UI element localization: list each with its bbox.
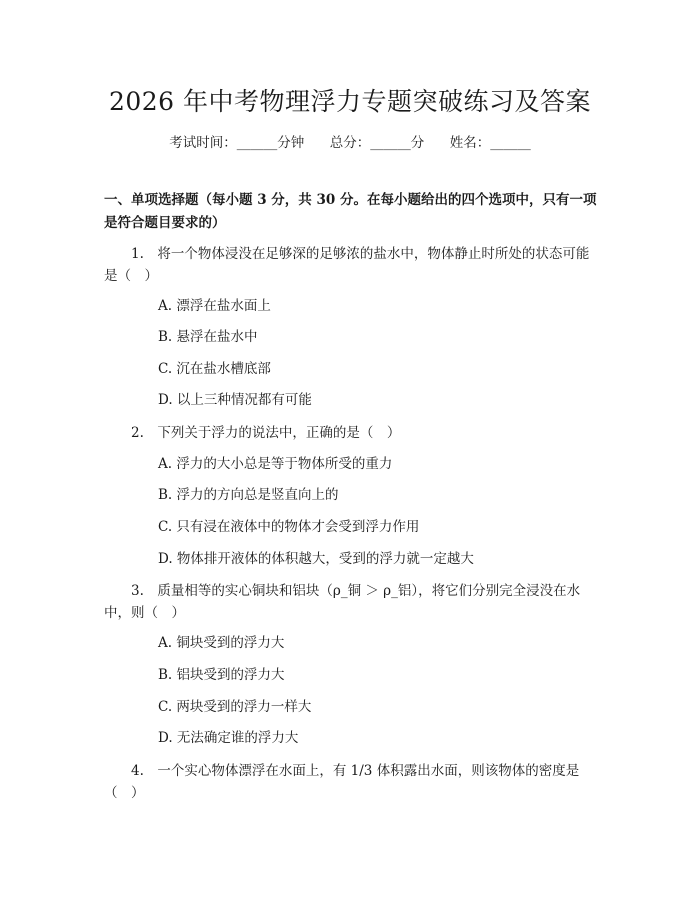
question-stem: 2. 下列关于浮力的说法中，正确的是（ ） <box>131 425 401 441</box>
exam-meta <box>0 131 700 151</box>
question-stem: 1. 将一个物体浸没在足够深的足够浓的盐水中，物体静止时所处的状态可能是（ ） <box>104 246 590 284</box>
question-option: D. 以上三种情况都有可能 <box>158 392 312 408</box>
question-option: A. 铜块受到的浮力大 <box>158 635 285 651</box>
question-option: D. 无法确定谁的浮力大 <box>158 730 299 746</box>
exam-time-field: 考试时间：______分钟 <box>169 135 305 151</box>
document-title: 2026 年中考物理浮力专题突破练习及答案 <box>108 87 592 116</box>
question-option: C. 两块受到的浮力一样大 <box>158 699 312 715</box>
question-option: C. 沉在盐水槽底部 <box>158 361 271 377</box>
question-option: A. 漂浮在盐水面上 <box>158 298 271 314</box>
question-option: C. 只有浸在液体中的物体才会受到浮力作用 <box>158 519 420 535</box>
total-score-field: 总分：______分 <box>329 135 425 151</box>
question-option: D. 物体排开液体的体积越大，受到的浮力就一定越大 <box>158 551 474 567</box>
question-stem: 4. 一个实心物体漂浮在水面上，有 1/3 体积露出水面，则该物体的密度是（ ） <box>104 763 580 801</box>
question-option: B. 悬浮在盐水中 <box>158 329 258 345</box>
question-option: B. 浮力的方向总是竖直向上的 <box>158 487 339 503</box>
question-stem: 3. 质量相等的实心铜块和铝块（ρ_铜 ＞ ρ_铝），将它们分别完全浸没在水中，则（ ） <box>104 583 581 621</box>
question-option: A. 浮力的大小总是等于物体所受的重力 <box>158 456 393 472</box>
question-option: B. 铝块受到的浮力大 <box>158 667 285 683</box>
section-heading: 一、单项选择题（每小题 3 分，共 30 分。在每小题给出的四个选项中，只有一项是符合题目要求的） <box>104 192 597 231</box>
student-name-field: 姓名：______ <box>449 135 531 151</box>
